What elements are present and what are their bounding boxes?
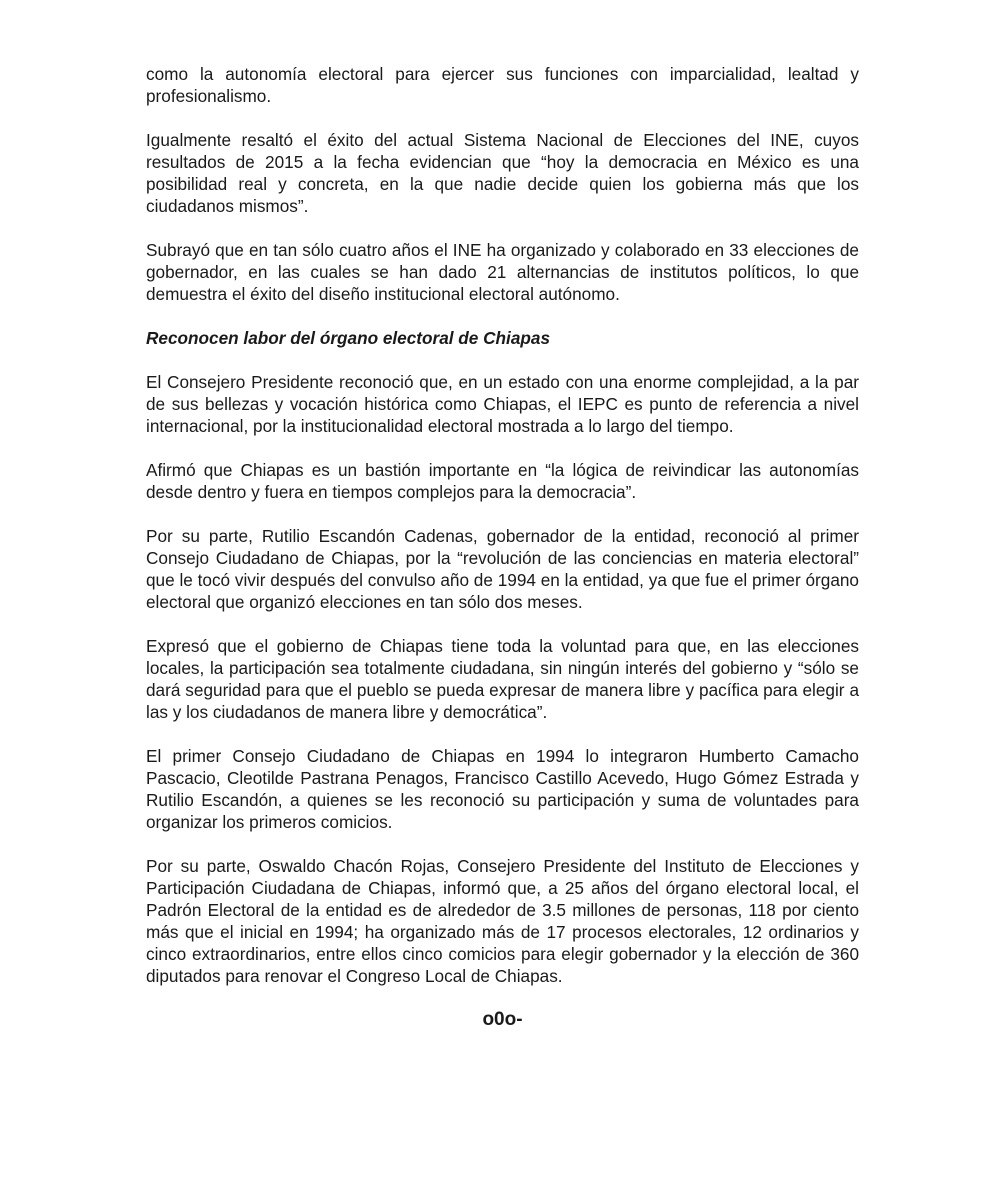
paragraph-consejero-presidente: El Consejero Presidente reconoció que, en un estado con una enorme complejidad, a la par de sus bellezas y vocación histórica como Chiapas, el IEPC es punto de referencia a nivel internacional, por la institucionalidad electoral mostrada a lo largo del tiempo.	[146, 372, 859, 436]
paragraph-primer-consejo: El primer Consejo Ciudadano de Chiapas en 1994 lo integraron Humberto Camacho Pascacio, Cleotilde Pastrana Penagos, Francisco Castillo Acevedo, Hugo Gómez Estrada y Rutilio Escandón, a quienes se les reconoció su participación y suma de voluntades para organizar los primeros comicios.	[146, 746, 859, 832]
paragraph-sistema-nacional: Igualmente resaltó el éxito del actual Sistema Nacional de Elecciones del INE, cuyos resultados de 2015 a la fecha evidencian que “hoy la democracia en México es una posibilidad real y concreta, en la que nadie decide quien los gobierna más que los ciudadanos mismos”.	[146, 130, 859, 216]
section-subheading: Reconocen labor del órgano electoral de Chiapas	[146, 328, 551, 348]
paragraph-elecciones-gobernador: Subrayó que en tan sólo cuatro años el INE ha organizado y colaborado en 33 elecciones de gobernador, en las cuales se han dado 21 alternancias de institutos políticos, lo que demuestra el éxito del diseño institucional electoral autónomo.	[146, 240, 859, 304]
paragraph-bastion: Afirmó que Chiapas es un bastión importante en “la lógica de reivindicar las autonomías desde dentro y fuera en tiempos complejos para la democracia”.	[146, 460, 859, 502]
document-page	[146, 63, 859, 1031]
paragraph-autonomia: como la autonomía electoral para ejercer sus funciones con imparcialidad, lealtad y profesionalismo.	[146, 64, 859, 106]
paragraph-oswaldo-chacon: Por su parte, Oswaldo Chacón Rojas, Consejero Presidente del Instituto de Elecciones y Participación Ciudadana de Chiapas, informó que, a 25 años del órgano electoral local, el Padrón Electoral de la entidad es de alrededor de 3.5 millones de personas, 118 por ciento más que el inicial en 1994; ha organizado más de 17 procesos electorales, 12 ordinarios y cinco extraordinarios, entre ellos cinco comicios para elegir gobernador y la elección de 360 diputados para renovar el Congreso Local de Chiapas.	[146, 856, 859, 986]
closing-mark: o0o-	[482, 1009, 523, 1030]
paragraph-gobierno-chiapas: Expresó que el gobierno de Chiapas tiene toda la voluntad para que, en las elecciones locales, la participación sea totalmente ciudadana, sin ningún interés del gobierno y “sólo se dará seguridad para que el pueblo se pueda expresar de manera libre y pacífica para elegir a las y los ciudadanos de manera libre y democrática”.	[146, 636, 859, 722]
paragraph-rutilio-escandon: Por su parte, Rutilio Escandón Cadenas, gobernador de la entidad, reconoció al primer Consejo Ciudadano de Chiapas, por la “revolución de las conciencias en materia electoral” que le tocó vivir después del convulso año de 1994 en la entidad, ya que fue el primer órgano electoral que organizó elecciones en tan sólo dos meses.	[146, 526, 859, 612]
